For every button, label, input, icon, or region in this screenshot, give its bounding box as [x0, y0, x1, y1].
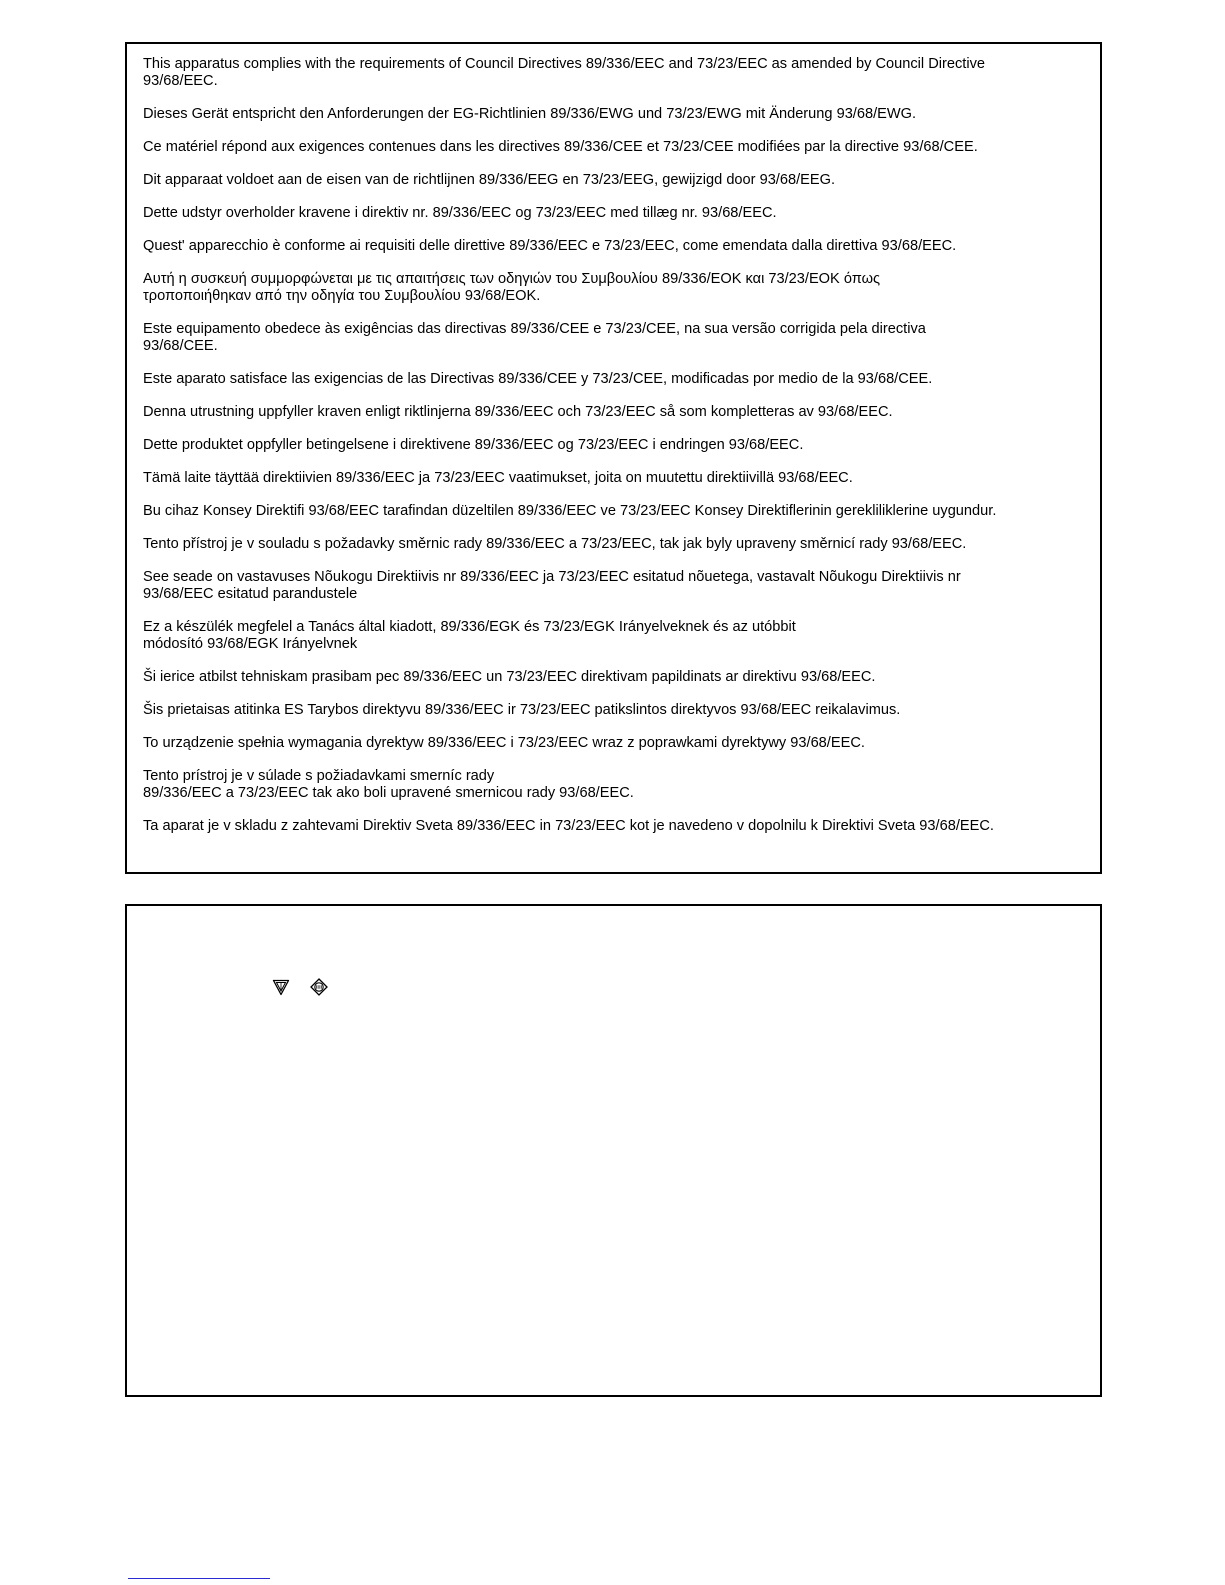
statement-de: Dieses Gerät entspricht den Anforderungen der EG-Richtlinien 89/336/EWG und 73/23/EWG mit Änderung 93/68/EWG. — [143, 106, 917, 122]
statement-it: Quest' apparecchio è conforme ai requisiti delle direttive 89/336/EEC e 73/23/EEC, come emendata dalla direttiva 93/68/EEC. — [143, 238, 957, 254]
statement-da: Dette udstyr overholder kravene i direktiv nr. 89/336/EEC og 73/23/EEC med tillæg nr. 93/68/EEC. — [143, 205, 777, 221]
compliance-statements-box — [125, 42, 1102, 874]
statement-es: Este aparato satisface las exigencias de las Directivas 89/336/CEE y 73/23/CEE, modificadas por medio de la 93/68/CEE. — [143, 371, 933, 387]
statement-sv: Denna utrustning uppfyller kraven enligt riktlinjerna 89/336/EEC och 73/23/EEC så som kompletteras av 93/68/EEC. — [143, 404, 893, 420]
statement-et: See seade on vastavuses Nõukogu Direktiivis nr 89/336/EEC ja 73/23/EEC esitatud nõuetega, vastavalt Nõukogu Direktiivis nr 93/68/EEC esitatud parandustele — [143, 569, 961, 602]
statement-cs: Tento přístroj je v souladu s požadavky směrnic rady 89/336/EEC a 73/23/EEC, tak jak byly upraveny směrnicí rady 93/68/EEC. — [143, 536, 967, 552]
statement-tr: Bu cihaz Konsey Direktifi 93/68/EEC tarafindan düzeltilen 89/336/EEC ve 73/23/EEC Konsey Direktiflerinin gerekliliklerine uygundur. — [143, 503, 997, 519]
statement-pl: To urządzenie spełnia wymagania dyrektyw 89/336/EEC i 73/23/EEC wraz z poprawkami dyrektywy 93/68/EEC. — [143, 735, 865, 751]
statement-pt: Este equipamento obedece às exigências das directivas 89/336/CEE e 73/23/CEE, na sua versão corrigida pela directiva 93/68/CEE. — [143, 321, 926, 354]
statement-fr: Ce matériel répond aux exigences contenues dans les directives 89/336/CEE et 73/23/CEE modifiées par la directive 93/68/CEE. — [143, 139, 978, 155]
statement-en: This apparatus complies with the requirements of Council Directives 89/336/EEC and 73/23/EEC as amended by Council Directive 93/68/EEC. — [143, 56, 985, 89]
statement-lv: Ši ierice atbilst tehniskam prasibam pec 89/336/EEC un 73/23/EEC direktivam papildinats ar direktivu 93/68/EEC. — [143, 669, 876, 685]
statement-hu: Ez a készülék megfelel a Tanács által kiadott, 89/336/EGK és 73/23/EGK Irányelveknek és az utóbbit módosító 93/68/EGK Irányelvnek — [143, 619, 796, 652]
footer-rule — [128, 1578, 270, 1579]
statement-nl: Dit apparaat voldoet aan de eisen van de richtlijnen 89/336/EEG en 73/23/EEG, gewijzigd door 93/68/EEG. — [143, 172, 836, 188]
bsi-kitemark-icon — [272, 978, 290, 996]
statement-el: Αυτή η συσκευή συμμορφώνεται με τις απαιτήσεις των οδηγιών του Συμβουλίου 89/336/ΕΟΚ και 73/23/ΕΟΚ όπως τροποποιήθηκαν από την οδηγία του Συμβουλίου 93/68/ΕΟΚ. — [143, 271, 881, 304]
statement-sk: Tento prístroj je v súlade s požiadavkami smerníc rady 89/336/EEC a 73/23/EEC tak ako boli upravené smernicou rady 93/68/EEC. — [143, 768, 634, 801]
statement-lt: Šis prietaisas atitinka ES Tarybos direktyvu 89/336/EEC ir 73/23/EEC patikslintos direktyvos 93/68/EEC reikalavimus. — [143, 702, 901, 718]
statement-no: Dette produktet oppfyller betingelsene i direktivene 89/336/EEC og 73/23/EEC i endringen 93/68/EEC. — [143, 437, 804, 453]
statement-sl: Ta aparat je v skladu z zahtevami Direktiv Sveta 89/336/EEC in 73/23/EEC kot je navedeno v dopolnilu k Direktivi Sveta 93/68/EEC. — [143, 818, 994, 834]
statement-fi: Tämä laite täyttää direktiivien 89/336/EEC ja 73/23/EEC vaatimukset, joita on muutettu direktiivillä 93/68/EEC. — [143, 470, 853, 486]
approval-marks-box — [125, 904, 1102, 1397]
beab-approval-icon — [310, 978, 328, 996]
